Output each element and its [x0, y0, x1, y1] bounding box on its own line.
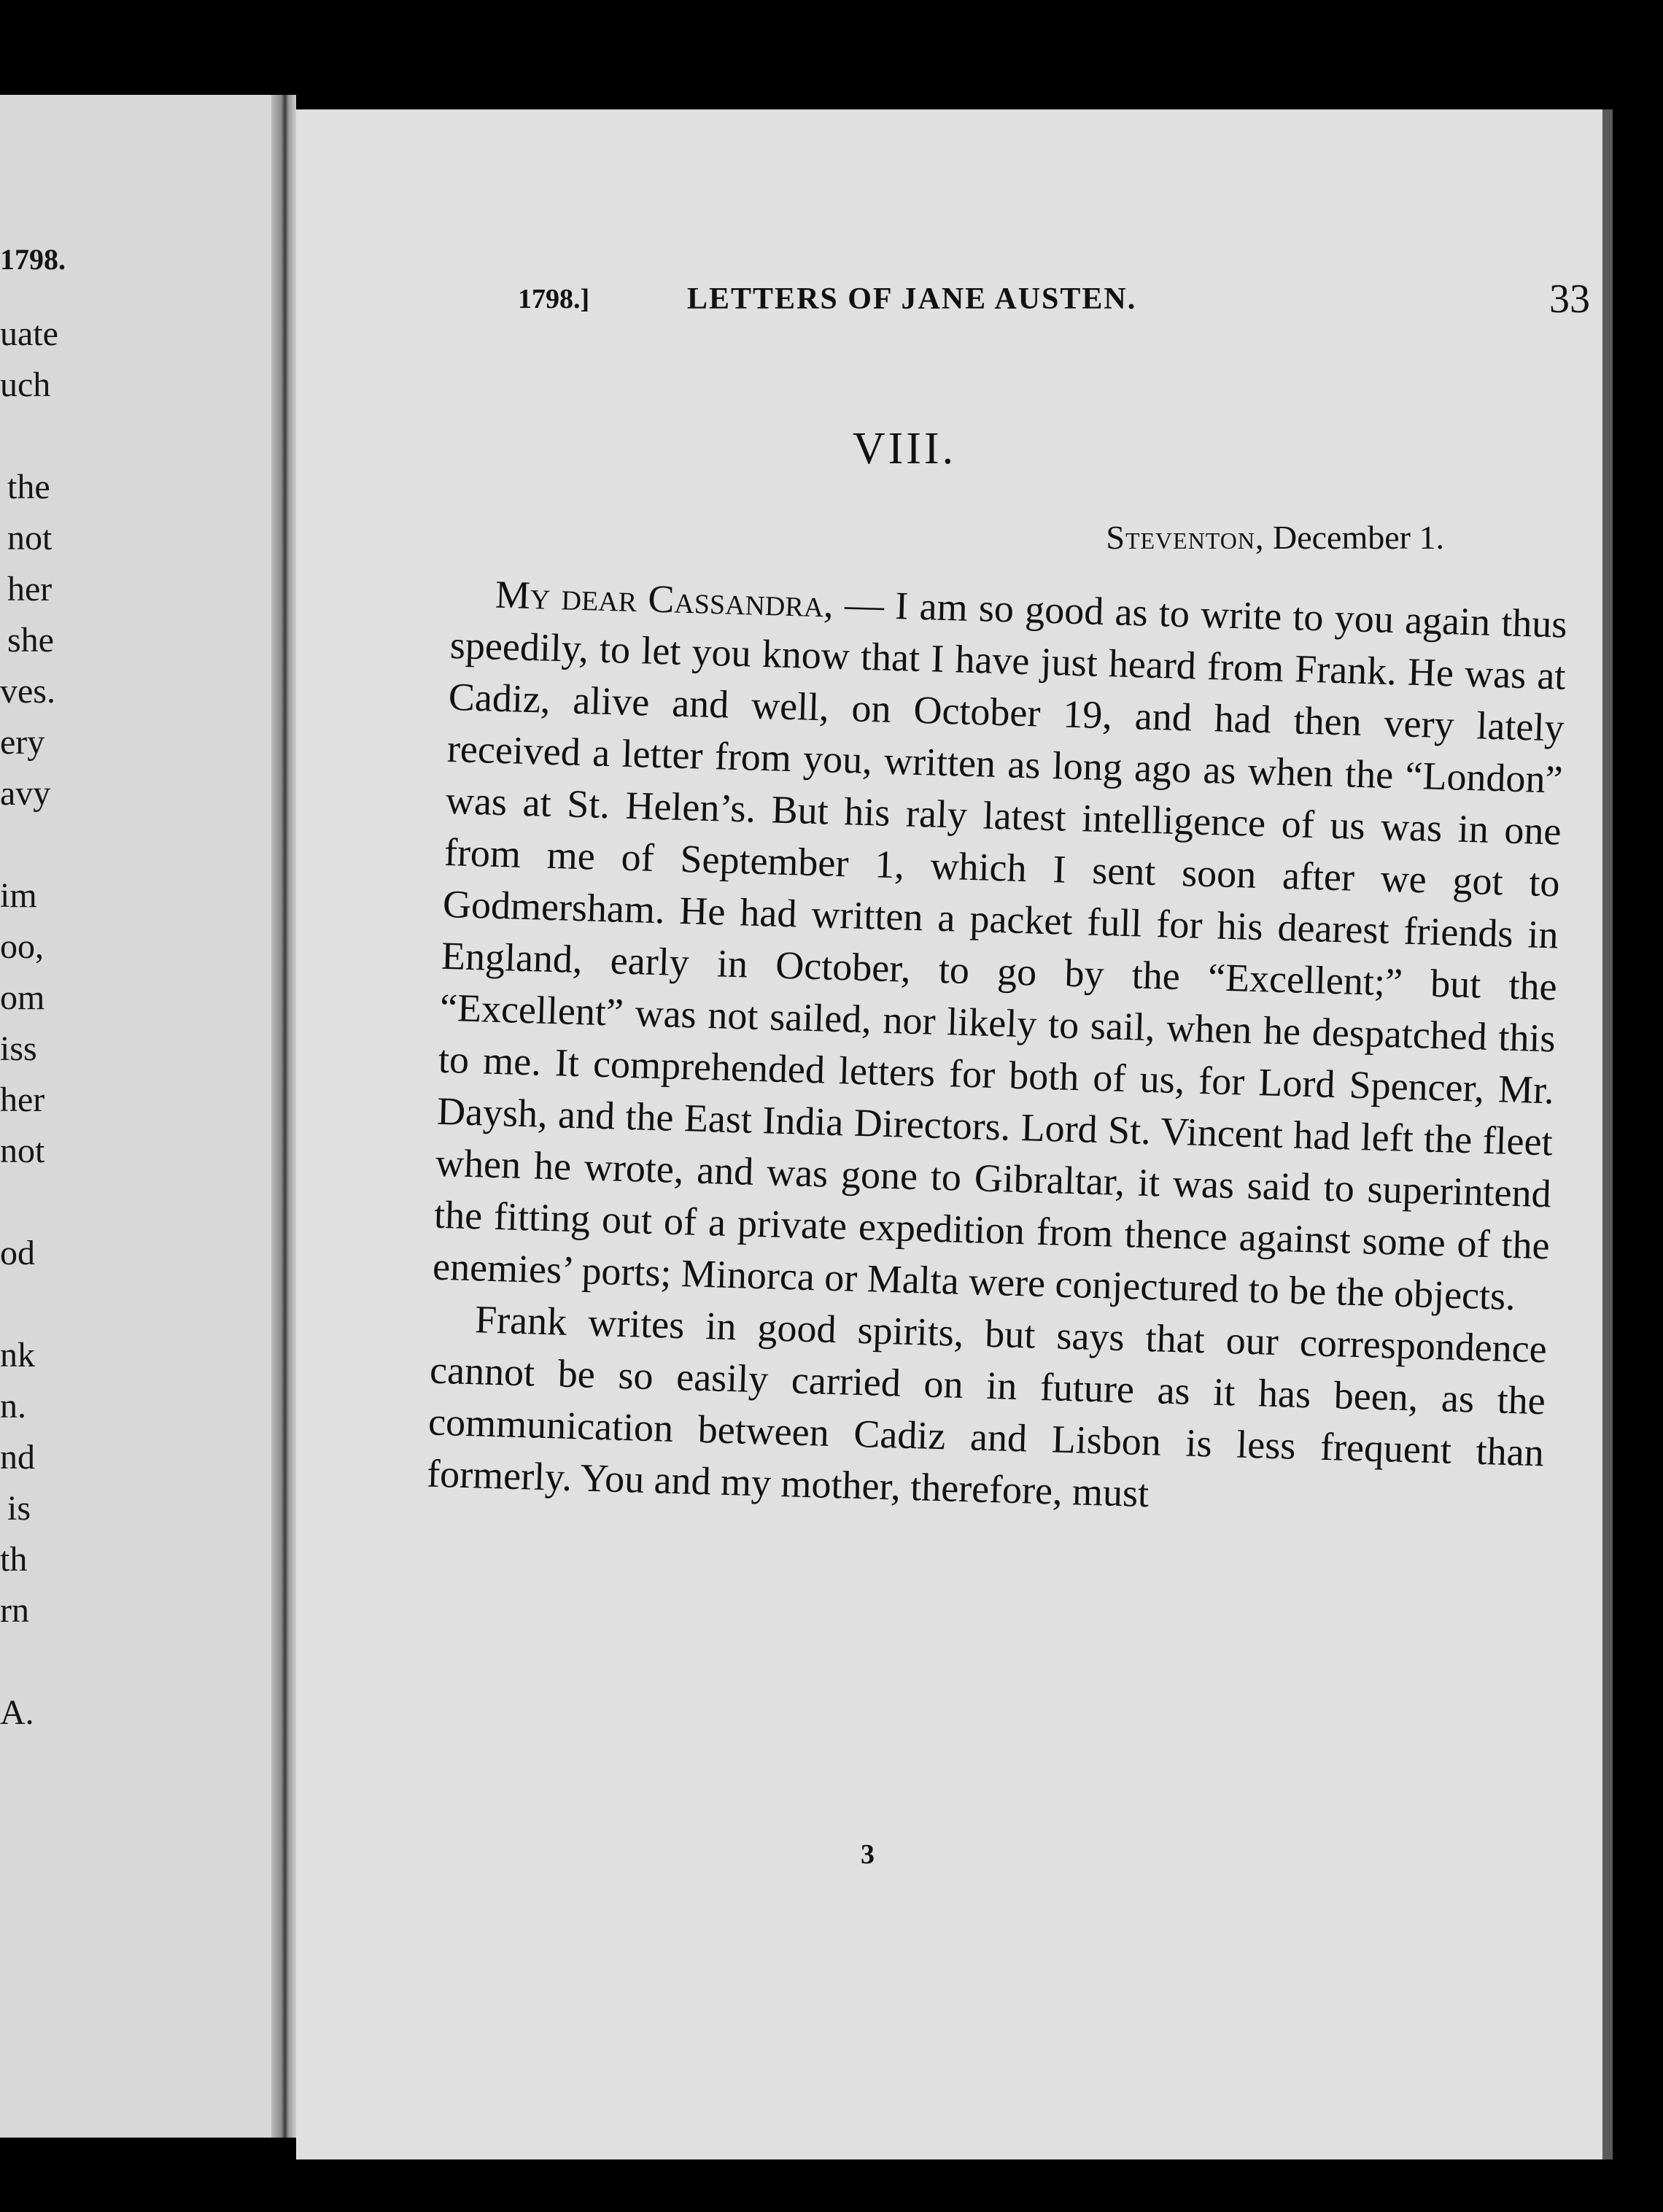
left-fragment: uch	[0, 366, 51, 404]
letter-body	[426, 568, 1567, 1531]
left-fragment: rn	[0, 1591, 29, 1630]
left-fragment: A.	[0, 1693, 34, 1732]
letter-dateline	[1106, 518, 1444, 557]
left-fragment: nk	[0, 1336, 35, 1374]
left-fragment: she	[7, 621, 54, 660]
signature-mark: 3	[861, 1839, 875, 1870]
running-head-year: 1798.]	[518, 284, 590, 314]
left-fragment: the	[7, 468, 50, 506]
paragraph	[432, 568, 1567, 1323]
left-fragment: n.	[0, 1387, 26, 1426]
page-number: 33	[1549, 276, 1590, 322]
left-fragment: od	[0, 1234, 35, 1272]
right-page	[219, 109, 1619, 2159]
left-fragment: oo,	[0, 927, 44, 966]
left-fragment: 1798.	[0, 243, 66, 276]
chapter-heading: VIII.	[852, 424, 957, 473]
left-fragment: avy	[0, 774, 51, 813]
left-fragment: her	[0, 1080, 45, 1119]
left-fragment: om	[0, 978, 45, 1017]
paragraph: Frank writes in good spirits, but says that our correspondence cannot be so easily carried on in future as it has been, as the communication between Cadiz and Lisbon is less frequent than formerly. You and my mother, therefore, must	[426, 1297, 1548, 1516]
dateline-place: Steventon,	[1106, 519, 1265, 556]
salutation: My dear Cassandra,	[495, 572, 834, 626]
left-fragment: th	[0, 1540, 28, 1579]
running-head	[518, 276, 1590, 327]
left-fragment: ery	[0, 723, 45, 762]
left-fragment: uate	[0, 314, 58, 353]
dateline-date: December 1.	[1273, 519, 1444, 556]
left-fragment: not	[7, 519, 53, 557]
left-fragment: not	[0, 1132, 45, 1170]
left-fragment: iss	[0, 1029, 37, 1068]
left-fragment: im	[0, 876, 37, 915]
left-fragment: nd	[0, 1438, 35, 1477]
left-fragment: ves.	[0, 672, 55, 711]
left-fragment: her	[7, 570, 53, 608]
left-fragment: is	[7, 1489, 31, 1528]
running-head-title: LETTERS OF JANE AUSTEN.	[687, 282, 1137, 316]
paragraph-1-text: — I am so good as to write to you again thus speedily, to let you know that I have just heard from Frank. He was at Cadiz, alive and well, on October 19, and had then very lately received a letter from you, written as long ago as when the “London” was at St. Helen’s. But his raly latest intelligence of us was in one from me of September 1, which I sent soon after we got to Godmersham. He had written a packet full for his dearest friends in England, early in October, to go by the “Excellent;” but the “Excellent” was not sailed, nor likely to sail, when he despatched this to me. It comprehended letters for both of us, for Lord Spencer, Mr. Daysh, and the East India Directors. Lord St. Vincent had left the fleet when he wrote, and was gone to Gibraltar, it was said to superintend the fitting out of a private expedition from thence against some of the enemies’ ports; Minorca or Malta were conjectured to be the objects.	[432, 581, 1568, 1319]
